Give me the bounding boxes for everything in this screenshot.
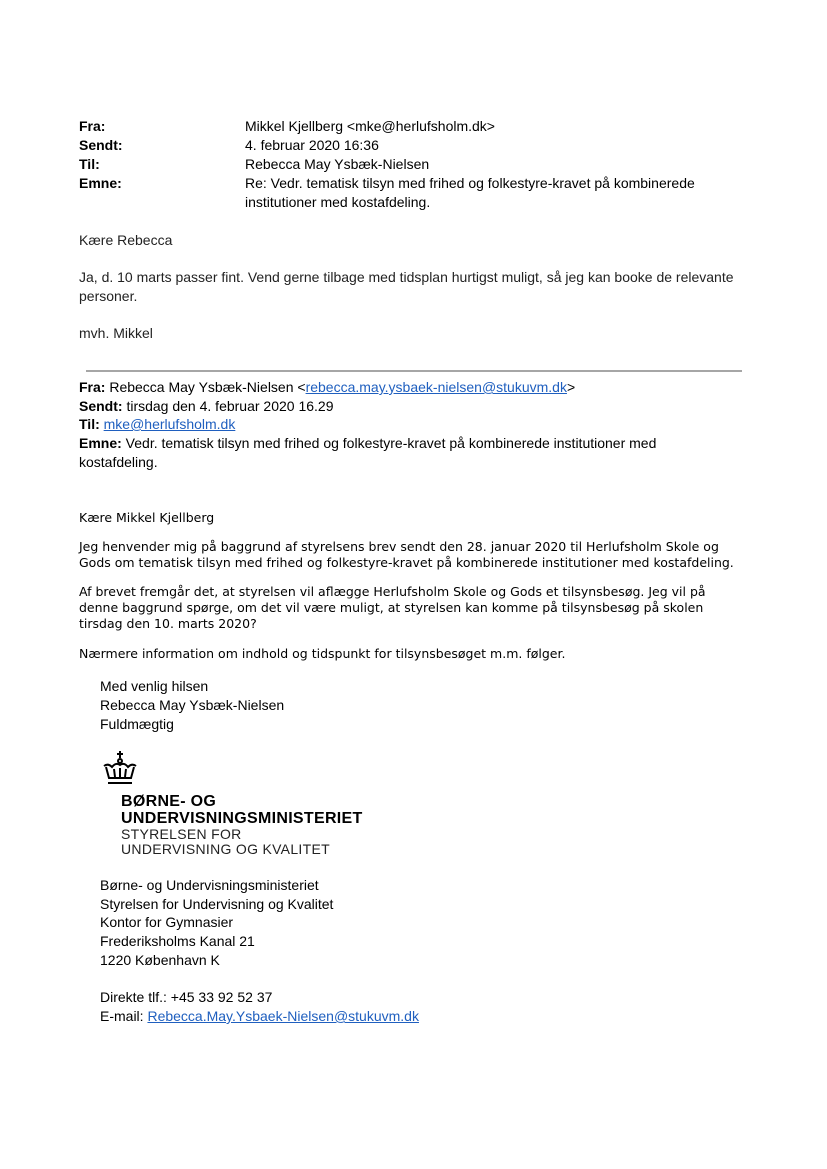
logo-line-4: UNDERVISNING OG KVALITET xyxy=(121,841,330,857)
quoted-from-line xyxy=(79,378,575,397)
original-p1-line-2: Gods om tematisk tilsyn med frihed og folkestyre-kravet på kombinerede institutioner med kostafdeling. xyxy=(79,555,734,570)
quote-divider xyxy=(86,370,742,372)
original-p2-line-3: tirsdag den 10. marts 2020? xyxy=(79,616,257,631)
quoted-sent-label: Sendt: xyxy=(79,398,123,414)
signature-org-1: Børne- og Undervisningsministeriet xyxy=(100,877,319,893)
signature-closing: Med venlig hilsen xyxy=(100,678,209,694)
to-label: Til: xyxy=(79,156,100,172)
quoted-from-email-link[interactable]: rebecca.may.ysbaek-nielsen@stukuvm.dk xyxy=(305,379,567,395)
quoted-to-email-link[interactable]: mke@herlufsholm.dk xyxy=(103,416,236,432)
sent-value: 4. februar 2020 16:36 xyxy=(245,137,379,153)
reply-line-1: Ja, d. 10 marts passer fint. Vend gerne tilbage med tidsplan hurtigst muligt, så jeg kan booke de relevante xyxy=(79,269,734,285)
quoted-from-name: Rebecca May Ysbæk-Nielsen < xyxy=(105,379,306,395)
signature-org-3: Kontor for Gymnasier xyxy=(100,914,234,930)
reply-greeting: Kære Rebecca xyxy=(79,232,173,248)
signature-org-2: Styrelsen for Undervisning og Kvalitet xyxy=(100,896,334,912)
original-p2-line-2: denne baggrund spørge, om det vil være muligt, at styrelsen kan komme på tilsynsbesøg på skolen xyxy=(79,600,704,615)
signature-email-line xyxy=(100,1007,419,1026)
sent-label: Sendt: xyxy=(79,137,123,153)
signature-title: Fuldmægtig xyxy=(100,716,174,732)
original-p2-line-1: Af brevet fremgår det, at styrelsen vil aflægge Herlufsholm Skole og Gods et tilsynsbesøg. Jeg vil på xyxy=(79,584,706,599)
quoted-sent-line xyxy=(79,397,334,416)
signature-phone: Direkte tlf.: +45 33 92 52 37 xyxy=(100,989,273,1005)
subject-line-1: Re: Vedr. tematisk tilsyn med frihed og folkestyre-kravet på kombinerede xyxy=(245,175,695,191)
reply-signoff: mvh. Mikkel xyxy=(79,325,153,341)
ministry-logo-subtitle xyxy=(121,827,330,857)
quoted-from-label: Fra: xyxy=(79,379,106,395)
quoted-subject-line-2: kostafdeling. xyxy=(79,454,158,470)
subject-line-2: institutioner med kostafdeling. xyxy=(245,194,431,210)
original-greeting: Kære Mikkel Kjellberg xyxy=(79,510,215,525)
quoted-to-label: Til: xyxy=(79,416,100,432)
quoted-from-close: > xyxy=(566,379,576,395)
original-p3: Nærmere information om indhold og tidspunkt for tilsynsbesøget m.m. følger. xyxy=(79,646,566,661)
from-label: Fra: xyxy=(79,118,106,134)
signature-city: 1220 København K xyxy=(100,952,220,968)
signature-email-link[interactable]: Rebecca.May.Ysbaek-Nielsen@stukuvm.dk xyxy=(147,1008,419,1024)
signature-email-label: E-mail: xyxy=(100,1008,148,1024)
to-value: Rebecca May Ysbæk-Nielsen xyxy=(245,156,430,172)
quoted-to-line xyxy=(79,415,235,434)
logo-line-1: BØRNE- OG xyxy=(121,793,217,810)
reply-line-2: personer. xyxy=(79,288,138,304)
logo-line-2: UNDERVISNINGSMINISTERIET xyxy=(121,810,363,827)
ministry-logo-title xyxy=(121,793,363,827)
quoted-subject-line xyxy=(79,434,656,453)
signature-name: Rebecca May Ysbæk-Nielsen xyxy=(100,697,285,713)
quoted-sent-value: tirsdag den 4. februar 2020 16.29 xyxy=(122,398,334,414)
quoted-subject-line-1: Vedr. tematisk tilsyn med frihed og folkestyre-kravet på kombinerede institutioner med xyxy=(121,435,657,451)
from-value: Mikkel Kjellberg <mke@herlufsholm.dk> xyxy=(245,118,495,134)
logo-line-3: STYRELSEN FOR xyxy=(121,826,242,842)
subject-label: Emne: xyxy=(79,175,122,191)
original-p1-line-1: Jeg henvender mig på baggrund af styrelsens brev sendt den 28. januar 2020 til Herlufsholm Skole og xyxy=(79,539,719,554)
quoted-subject-label: Emne: xyxy=(79,435,122,451)
signature-address: Frederiksholms Kanal 21 xyxy=(100,933,255,949)
crown-icon xyxy=(100,750,140,786)
